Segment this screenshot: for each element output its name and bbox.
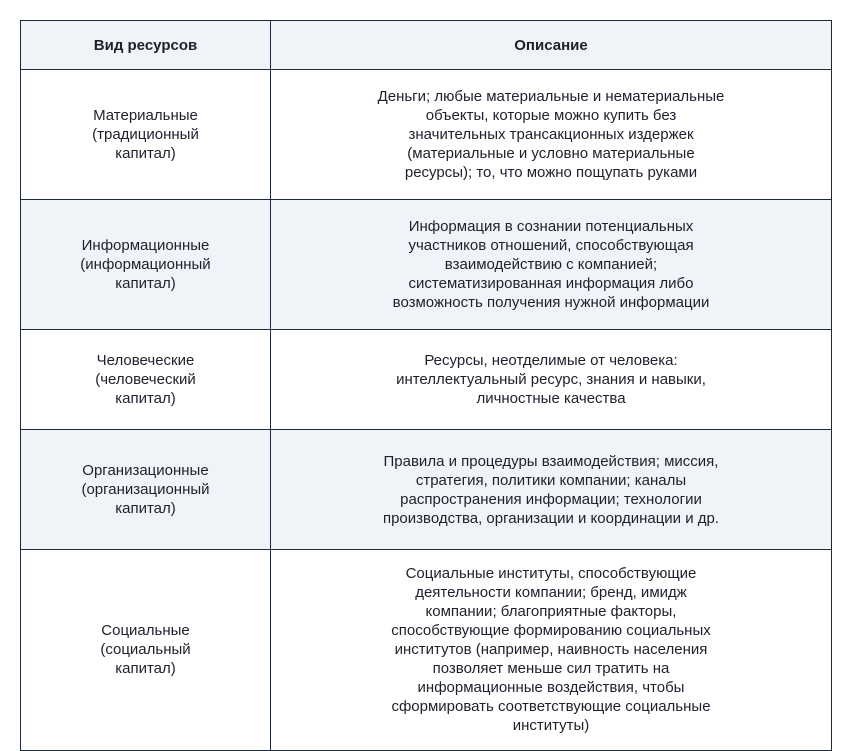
table-cell-kind (21, 430, 271, 550)
resource-kind: Социальные (социальный капитал) (100, 622, 191, 677)
column-header-kind: Вид ресурсов (21, 21, 271, 70)
table-cell-kind (21, 550, 271, 751)
resource-kind: Информационные (информационный капитал) (80, 237, 211, 292)
resource-kind: Человеческие (человеческий капитал) (95, 352, 196, 407)
resource-description: Правила и процедуры взаимодействия; миссия, стратегия, политики компании; каналы распространения информации; технологии производства, организации и координации и др. (382, 452, 720, 527)
table-cell-kind (21, 70, 271, 200)
resource-description: Социальные институты, способствующие деятельности компании; бренд, имидж компании; благоприятные факторы, способствующие формированию социальных институтов (например, наивность населения позволяет меньше сил тратить на информационные воздействия, чтобы сформировать соответствующие социальные институты) (391, 565, 711, 734)
table-row (21, 430, 832, 550)
resources-table (20, 20, 832, 751)
table-cell-description (271, 550, 832, 751)
table-cell-kind (21, 330, 271, 430)
table-row (21, 70, 832, 200)
table-row (21, 330, 832, 430)
table-row (21, 550, 832, 751)
table-cell-kind (21, 200, 271, 330)
table-row (21, 200, 832, 330)
table-header-row (21, 21, 832, 70)
resource-kind: Организационные (организационный капитал) (81, 462, 210, 517)
table-cell-description (271, 70, 832, 200)
resource-description: Ресурсы, неотделимые от человека: интеллектуальный ресурс, знания и навыки, личностные качества (396, 352, 706, 407)
resource-description: Информация в сознании потенциальных участников отношений, способствующая взаимодействию с компанией; систематизированная информация либо возможность получения нужной информации (392, 218, 710, 311)
resource-kind: Материальные (традиционный капитал) (92, 107, 199, 162)
resource-description: Деньги; любые материальные и нематериальные объекты, которые можно купить без значительных трансакционных издержек (материальные и условно материальные ресурсы); то, что можно пощупать руками (377, 88, 725, 181)
table-cell-description (271, 330, 832, 430)
table-cell-description (271, 200, 832, 330)
table-cell-description (271, 430, 832, 550)
column-header-description: Описание (271, 21, 832, 70)
